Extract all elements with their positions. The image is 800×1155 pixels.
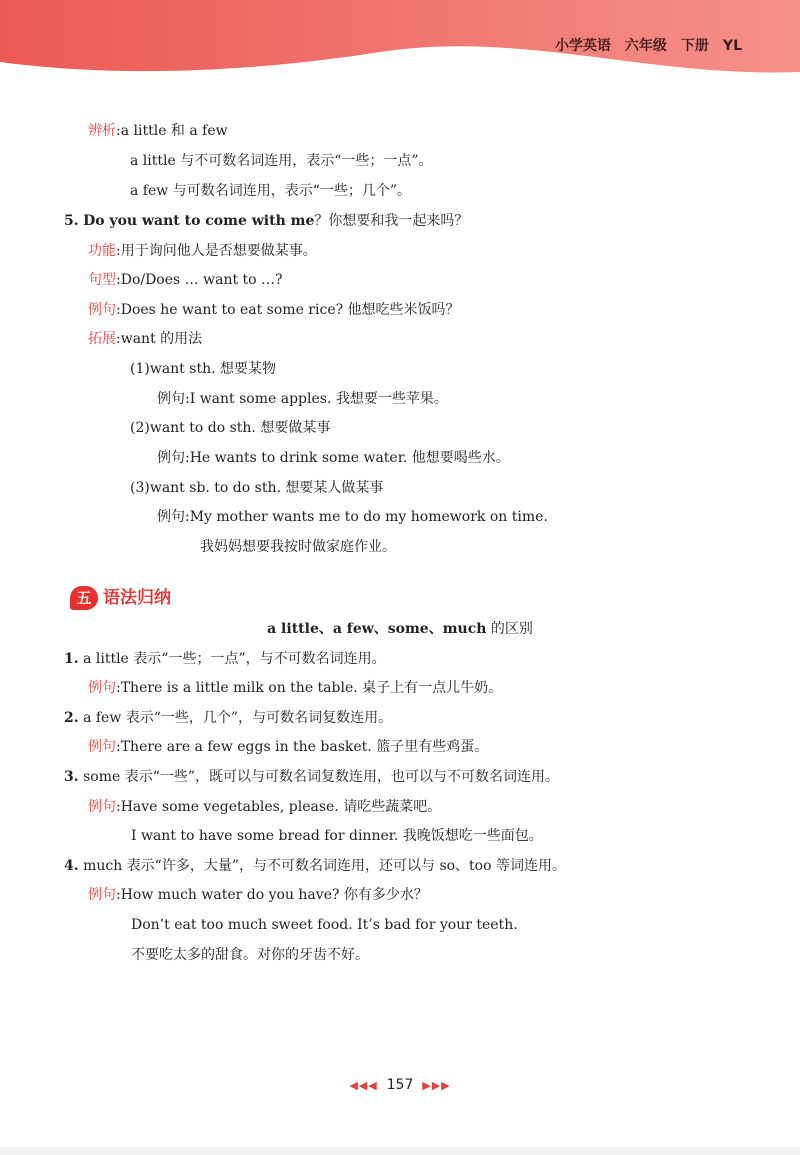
usage-3-translation: 我妈妈想要我按时做家庭作业。 <box>200 539 396 555</box>
function-text: :用于询问他人是否想要做某事。 <box>116 243 317 259</box>
grammar-example-4c: 不要吃太多的甜食。对你的牙齿不好。 <box>131 947 369 963</box>
section-title: 语法归纳 <box>103 588 171 608</box>
example-label-2: 例句 <box>88 739 116 755</box>
page-footer <box>0 1077 800 1093</box>
next-arrows-icon: ▶▶▶ <box>422 1079 451 1092</box>
grammar-text-1: a little 表示“一些；一点”，与不可数名词连用。 <box>83 651 386 667</box>
example-text: :Does he want to eat some rice? 他想吃些米饭吗？ <box>116 302 460 318</box>
book-info: 小学英语 六年级 下册 YL <box>554 38 742 54</box>
usage-1-example: 例句:I want some apples. 我想要一些苹果。 <box>157 391 448 407</box>
analysis-line <box>88 120 800 142</box>
usage-2-example: 例句:He wants to drink some water. 他想要喝些水。 <box>157 450 510 466</box>
grammar-item-4 <box>64 855 784 877</box>
grammar-example-4b: Don’t eat too much sweet food. It’s bad for your teeth. <box>131 917 518 933</box>
example-line <box>88 299 800 321</box>
grammar-subtitle-zh: 的区别 <box>486 621 533 637</box>
function-label: 功能 <box>88 243 116 259</box>
grammar-example-3b: I want to have some bread for dinner. 我晚饭想吃一些面包。 <box>131 828 543 844</box>
item5-translation: ？你想要和我一起来吗？ <box>314 213 469 229</box>
usage-3: (3)want sb. to do sth. 想要某人做某事 <box>130 480 384 496</box>
example-text-2: :There are a few eggs in the basket. 篮子里有些鸡蛋。 <box>116 739 489 755</box>
grammar-subtitle <box>0 618 800 638</box>
extend-line <box>88 328 800 350</box>
pattern-text: :Do/Does … want to …? <box>116 272 283 288</box>
grammar-example-1 <box>88 677 800 699</box>
analysis-line-2: a few 与可数名词连用，表示“一些；几个”。 <box>130 183 412 199</box>
grammar-num-4: 4. <box>64 858 79 874</box>
item5-heading <box>64 210 784 232</box>
grammar-num-1: 1. <box>64 651 79 667</box>
example-label-3: 例句 <box>88 799 116 815</box>
grammar-text-3: some 表示“一些”，既可以与可数名词复数连用，也可以与不可数名词连用。 <box>83 769 560 785</box>
usage-1: (1)want sth. 想要某物 <box>130 361 276 377</box>
example-text-4a: :How much water do you have? 你有多少水？ <box>116 887 428 903</box>
analysis-title: :a little 和 a few <box>116 123 228 139</box>
analysis-line-1: a little 与不可数名词连用，表示“一些；一点”。 <box>130 153 433 169</box>
grammar-item-1 <box>64 648 784 670</box>
prev-arrows-icon: ◀◀◀ <box>349 1079 378 1092</box>
usage-2: (2)want to do sth. 想要做某事 <box>130 420 331 436</box>
example-label-4: 例句 <box>88 887 116 903</box>
example-text-3a: :Have some vegetables, please. 请吃些蔬菜吧。 <box>116 799 442 815</box>
function-line <box>88 240 800 262</box>
grammar-example-4a <box>88 884 800 906</box>
usage-3-example: 例句:My mother wants me to do my homework on time. <box>157 509 548 525</box>
item5-number: 5. <box>64 213 79 229</box>
page-number: 157 <box>386 1077 414 1093</box>
grammar-subtitle-en: a little、a few、some、much <box>267 621 487 637</box>
section-badge: 五 <box>70 586 98 610</box>
bottom-edge <box>0 1147 800 1155</box>
example-label: 例句 <box>88 302 116 318</box>
grammar-example-3a <box>88 796 800 818</box>
item5-sentence: Do you want to come with me <box>83 213 315 229</box>
pattern-label: 句型 <box>88 272 116 288</box>
grammar-num-2: 2. <box>64 710 79 726</box>
grammar-text-4: much 表示“许多，大量”，与不可数名词连用，还可以与 so、too 等词连用。 <box>83 858 566 874</box>
grammar-item-3 <box>64 766 784 788</box>
example-text-1: :There is a little milk on the table. 桌子上有一点儿牛奶。 <box>116 680 503 696</box>
analysis-label: 辨析 <box>88 123 116 139</box>
extend-label: 拓展 <box>88 331 116 347</box>
extend-text: :want 的用法 <box>116 331 203 347</box>
grammar-text-2: a few 表示“一些，几个”，与可数名词复数连用。 <box>83 710 393 726</box>
pattern-line <box>88 269 800 291</box>
example-label-1: 例句 <box>88 680 116 696</box>
grammar-num-3: 3. <box>64 769 79 785</box>
grammar-example-2 <box>88 736 800 758</box>
grammar-item-2 <box>64 707 784 729</box>
